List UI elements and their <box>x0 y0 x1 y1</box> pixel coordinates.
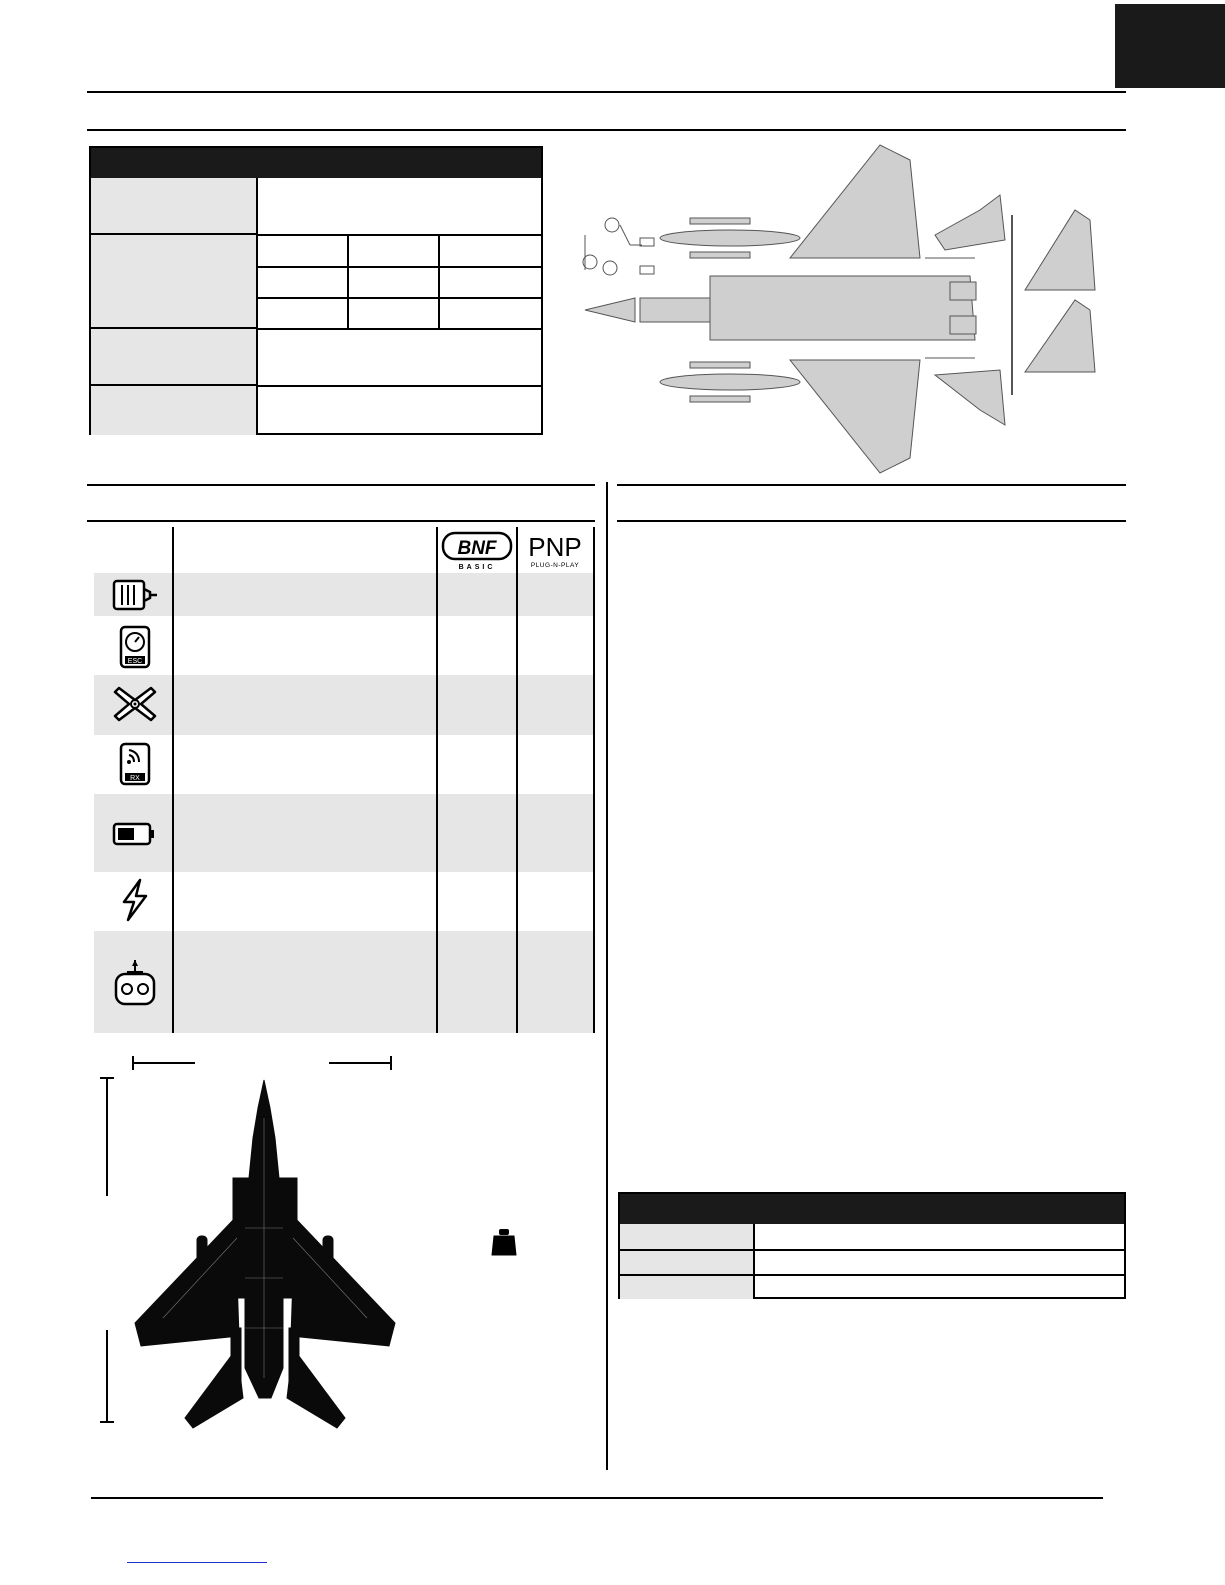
battery-icon <box>112 822 156 846</box>
wingspan-tick <box>390 1056 392 1070</box>
transmitter-icon <box>113 958 157 1008</box>
cons-row-label <box>620 1224 754 1249</box>
spec-divider <box>347 235 349 329</box>
pnp-logo-sub: PLUG-N-PLAY <box>530 562 580 569</box>
table-row <box>94 675 594 735</box>
wingspan-dimension-line <box>133 1062 195 1064</box>
contents-rule-bottom <box>87 520 595 522</box>
motor-icon <box>112 579 158 611</box>
svg-text:RX: RX <box>130 775 140 782</box>
contents-divider <box>593 527 595 1033</box>
footer-rule <box>91 1497 1103 1499</box>
length-tick <box>100 1077 114 1079</box>
contents-divider <box>516 527 518 1033</box>
weight-icon <box>489 1227 519 1257</box>
right-rule-bottom <box>617 520 1126 522</box>
spec-divider <box>257 328 543 330</box>
wingspan-dimension-line <box>329 1062 392 1064</box>
bnf-logo-sub: BASIC <box>458 564 496 571</box>
exploded-parts-diagram <box>580 140 1110 480</box>
table-row <box>94 931 594 1033</box>
header-rule-top <box>87 91 1126 93</box>
cons-divider <box>620 1274 1126 1276</box>
spec-row-label <box>91 329 257 386</box>
charger-icon <box>116 878 154 922</box>
pnp-logo-text: PNP <box>528 532 582 562</box>
table-row <box>94 794 594 872</box>
esc-icon <box>119 625 151 669</box>
cons-row-label <box>620 1251 754 1274</box>
spec-divider <box>257 266 543 268</box>
footer-link[interactable] <box>127 1562 267 1563</box>
consumables-table-header <box>620 1194 1124 1224</box>
aircraft-silhouette <box>133 1078 405 1430</box>
specifications-table-header <box>91 148 541 178</box>
spec-divider <box>257 385 543 387</box>
pnp-plug-n-play-logo <box>519 531 591 571</box>
language-tab <box>1115 4 1225 88</box>
contents-divider <box>436 527 438 1033</box>
contents-rule-top <box>87 484 595 486</box>
spec-row-label <box>91 178 257 235</box>
right-rule-top <box>617 484 1126 486</box>
servo-icon <box>113 682 157 726</box>
wingspan-tick <box>132 1056 134 1070</box>
spec-divider <box>257 234 543 236</box>
spec-row-label <box>91 235 257 329</box>
table-row <box>94 573 594 616</box>
cons-divider <box>620 1249 1126 1251</box>
spec-divider <box>438 235 440 329</box>
column-divider <box>606 482 608 1470</box>
spec-divider <box>256 178 258 435</box>
length-tick <box>100 1421 114 1423</box>
header-rule-bottom <box>87 129 1126 131</box>
contents-divider <box>172 527 174 1033</box>
spec-row-label <box>91 386 257 435</box>
bnf-basic-logo <box>441 531 513 571</box>
consumables-table <box>618 1192 1126 1299</box>
bnf-logo-text: BNF <box>457 538 497 559</box>
svg-text:ESC: ESC <box>127 658 143 665</box>
length-dimension-line <box>106 1078 108 1196</box>
cons-row-label <box>620 1276 754 1299</box>
specifications-table <box>89 146 543 435</box>
spec-divider <box>257 297 543 299</box>
cons-divider <box>753 1224 755 1299</box>
receiver-icon <box>119 742 151 786</box>
length-dimension-line <box>106 1330 108 1422</box>
